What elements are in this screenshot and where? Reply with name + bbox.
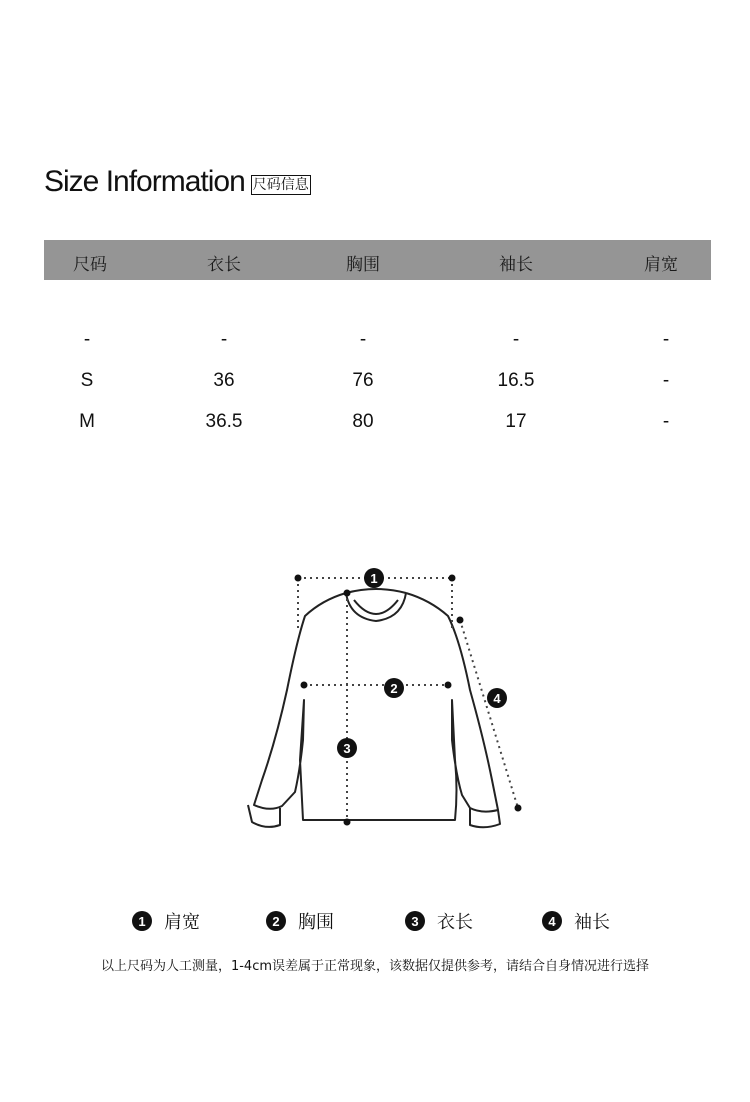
header-shoulder: 肩宽: [644, 255, 678, 275]
measurement-note: 以上尺码为人工测量，1-4cm误差属于正常现象，该数据仅提供参考，请结合自身情况进行选择: [100, 959, 650, 974]
header-size: 尺码: [73, 255, 107, 275]
table-cell: 76: [352, 370, 374, 391]
marker-3-label: 3: [343, 741, 351, 756]
table-cell: 80: [352, 411, 374, 432]
table-cell: 16.5: [497, 370, 535, 391]
marker-2-label: 2: [390, 681, 398, 696]
header-length: 衣长: [207, 255, 241, 275]
title-english: Size Information: [44, 165, 245, 198]
legend-number: 3: [405, 911, 425, 931]
legend-item-length: [405, 908, 473, 934]
legend-number: 1: [132, 911, 152, 931]
table-cell: 36.5: [205, 411, 243, 432]
table-row: [44, 370, 711, 394]
page-title: [44, 165, 311, 199]
marker-1-label: 1: [370, 571, 378, 586]
marker-3: [337, 738, 357, 758]
header-sleeve: 袖长: [499, 255, 533, 275]
table-cell: 17: [505, 411, 527, 432]
table-cell: -: [662, 411, 670, 432]
legend-item-chest: [266, 908, 334, 934]
legend-number: 2: [266, 911, 286, 931]
legend-label: 衣长: [437, 912, 473, 933]
legend-label: 肩宽: [164, 912, 200, 933]
table-cell: -: [83, 329, 91, 350]
header-chest: 胸围: [346, 255, 380, 275]
table-cell: S: [80, 370, 94, 391]
title-chinese: 尺码信息: [252, 177, 309, 193]
legend-item-sleeve: [542, 908, 610, 934]
measure-lines: [298, 578, 518, 822]
table-cell: 36: [213, 370, 235, 391]
legend-number: 4: [542, 911, 562, 931]
table-cell: M: [79, 411, 95, 432]
table-cell: -: [662, 370, 670, 391]
marker-2: [384, 678, 404, 698]
legend-label: 袖长: [574, 912, 610, 933]
table-header: [44, 240, 711, 280]
sweater-outline: [248, 589, 500, 827]
table-cell: -: [359, 329, 367, 350]
legend-item-shoulder: [132, 908, 200, 934]
marker-4: [487, 688, 507, 708]
marker-1: [364, 568, 384, 588]
table-cell: -: [512, 329, 520, 350]
table-row: [44, 411, 711, 435]
table-cell: -: [662, 329, 670, 350]
sweater-measurement-diagram: [230, 560, 550, 840]
legend-label: 胸围: [298, 912, 334, 933]
table-cell: -: [220, 329, 228, 350]
marker-4-label: 4: [493, 691, 501, 706]
table-row: [44, 329, 711, 353]
